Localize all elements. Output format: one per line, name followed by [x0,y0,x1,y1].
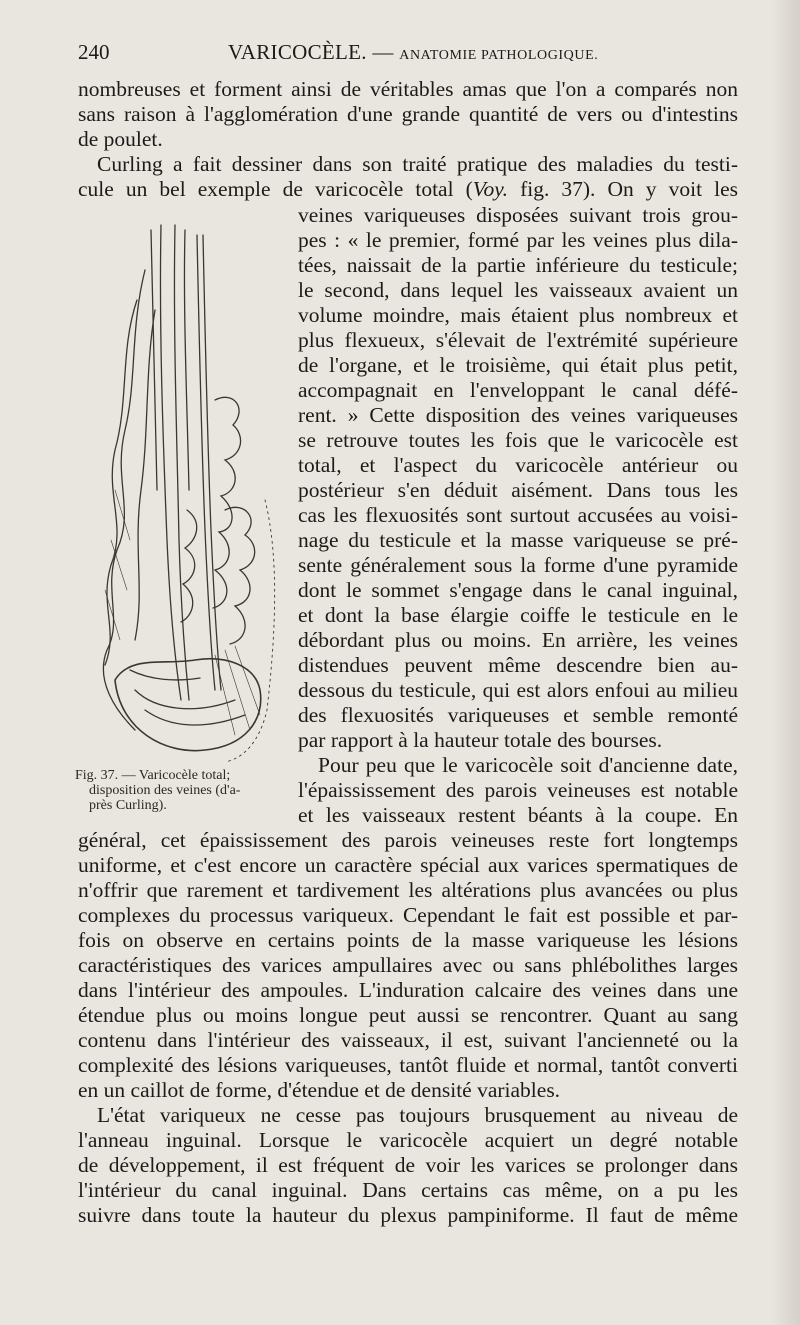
text-line: nage du testicule et la masse variqueuse se pré- [298,528,738,552]
text-line: et les vaisseaux restent béants à la coupe. En [298,803,738,827]
text-line: accompagnait en l'enveloppant le canal défé- [298,378,738,402]
varicocele-illustration [75,210,295,770]
text-line: nombreuses et forment ainsi de véritables amas que l'on a comparés non [78,77,738,101]
text-line: étendue plus ou moins longue peut aussi se rencontrer. Quant au sang [78,1003,738,1027]
text-line: pes : « le premier, formé par les veines plus dila- [298,228,738,252]
figure-caption [75,768,290,813]
text-line: veines variqueuses disposées suivant trois grou- [298,203,738,227]
text-line: caractéristiques des varices ampullaires avec ou sans phlébolithes larges [78,953,738,977]
text-line: tées, naissait de la partie inférieure du testicule; [298,253,738,277]
text-line: de développement, il est fréquent de voir les varices se prolonger dans [78,1153,738,1177]
text-line: total, et l'aspect du varicocèle antérieur ou [298,453,738,477]
text-line: l'épaississement des parois veineuses est notable [298,778,738,802]
text-line: l'anneau inguinal. Lorsque le varicocèle acquiert un degré notable [78,1128,738,1152]
running-title-sub: ANATOMIE PATHOLOGIQUE. [399,48,599,63]
text-line: dont le sommet s'engage dans le canal inguinal, [298,578,738,602]
page-edge-shadow [770,0,800,1325]
text-line: des flexuosités variqueuses et semble remonté [298,703,738,727]
text-line: fois on observe en certains points de la masse variqueuse les lésions [78,928,738,952]
running-title-separator: — [366,40,400,64]
caption-line: Fig. 37. — Varicocèle total; [75,768,231,783]
caption-line: disposition des veines (d'a- [89,783,241,798]
text-line: l'intérieur du canal inguinal. Dans certains cas même, on a pu les [78,1178,738,1202]
running-title-main: VARICOCÈLE. [228,40,367,64]
text-line: dessous du testicule, qui est alors enfoui au milieu [298,678,738,702]
text-line: L'état variqueux ne cesse pas toujours brusquement au niveau de [97,1103,738,1127]
text-line: suivre dans toute la hauteur du plexus pampiniforme. Il faut de même [78,1203,738,1227]
text-line: volume moindre, mais étaient plus nombreux et [298,303,738,327]
text-line: débordant plus ou moins. En arrière, les veines [298,628,738,652]
text-line: Curling a fait dessiner dans son traité pratique des maladies du testi- [97,152,738,176]
text-line: postérieur s'en déduit aisément. Dans tous les [298,478,738,502]
text-line: en un caillot de forme, d'étendue et de densité variables. [78,1078,561,1102]
text-line: uniforme, et c'est encore un caractère spécial aux varices spermatiques de [78,853,738,877]
text-line: complexes du processus variqueux. Cependant le fait est possible et par- [78,903,738,927]
right-varicose-veins [213,397,241,608]
text-line: sans raison à l'agglomération d'une grande quantité de vers ou d'intestins [78,102,738,126]
text-line: de poulet. [78,127,163,151]
text-line: Pour peu que le varicocèle soit d'ancienne date, [318,753,738,777]
text-line: cas les flexuosités sont surtout accusées au voisi- [298,503,738,527]
caption-line: près Curling). [89,798,167,813]
running-title [228,40,598,65]
text-line: distendues peuvent même descendre bien au- [298,653,738,677]
running-header [78,40,738,70]
text-line: de l'organe, et le troisième, qui était plus petit, [298,353,738,377]
page-number: 240 [78,40,110,64]
text-line: cule un bel exemple de varicocèle total (Voy. fig. 37). On y voit les [78,177,738,201]
text-line: complexité des lésions variqueuses, tantôt fluide et normal, tantôt converti [78,1053,738,1077]
left-varicose-veins [103,270,145,730]
text-line: général, cet épaississement des parois veineuses reste fort longtemps [78,828,738,852]
text-line: le second, dans lequel les vaisseaux avaient un [298,278,738,302]
text-line: contenu dans l'intérieur des vaisseaux, il est, suivant l'ancienneté ou la [78,1028,738,1052]
text-line: sente généralement sous la forme d'une pyramide [298,553,738,577]
spermatic-cord [160,225,181,700]
text-line: rent. » Cette disposition des veines variqueuses [298,403,738,427]
vas-deferens [197,235,215,690]
text-line: n'offrir que rarement et tardivement les altérations plus avancées ou plus [78,878,738,902]
text-line: dans l'intérieur des ampoules. L'induration calcaire des veines dans une [78,978,738,1002]
text-line: plus flexueux, s'élevait de l'extrémité supérieure [298,328,738,352]
text-line: par rapport à la hauteur totale des bourses. [298,728,663,752]
text-line: et dont la base élargie coiffe le testicule en le [298,603,738,627]
text-line: se retrouve toutes les fois que le varicocèle est [298,428,738,452]
